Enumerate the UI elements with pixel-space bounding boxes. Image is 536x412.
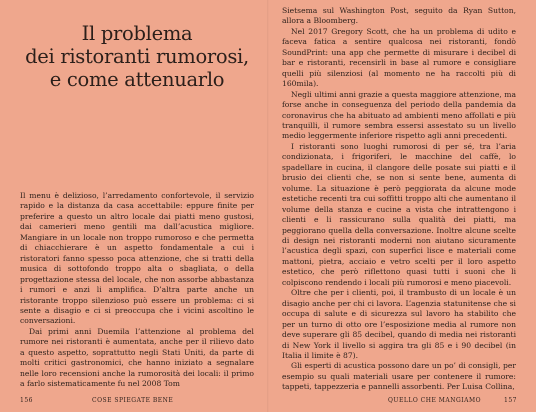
page-number-right: 157 — [504, 397, 517, 404]
title-line: dei ristoranti rumorosi, — [25, 45, 249, 68]
paragraph: Dai primi anni Duemila l’attenzione al problema del rumore nei ristoranti è aumentata, anche per il rilievo dato a questo aspetto, soprattutto negli Stati Uniti, da parte di molti critici gastronomici, che hanno iniziato a segnalare nelle loro recensioni anche la rumorosità dei locali: il primo a farlo sistematicamente fu nel 2008 Tom — [20, 326, 254, 389]
running-head-right: QUELLO CHE MANGIAMO — [388, 397, 482, 404]
running-head-left: COSE SPIEGATE BENE — [92, 397, 174, 404]
left-body-text — [20, 191, 254, 390]
article-title — [20, 22, 254, 91]
right-page — [268, 0, 536, 412]
paragraph: Gli esperti di acustica possono dare un po’ di consigli, per esempio su quali materiali usare per contenere il rumore: tappeti, tappezzeria e pannelli assorbenti. Per Luisa Collina, — [282, 361, 516, 392]
title-line: Il problema — [81, 22, 193, 45]
page-number-left: 156 — [20, 397, 33, 404]
paragraph: Oltre che per i clienti, poi, il trambusto di un locale è un disagio anche per chi ci lavora. L’agenzia statunitense che si occupa di salute e di sicurezza sul lavoro ha stabilito che per un turno di otto ore l’esposizione media al rumore non deve superare gli 85 decibel, quando di media nei ristoranti di New York il livello si aggira tra gli 85 e i 90 decibel (in Italia il limite è 87). — [282, 288, 516, 360]
title-line: e come attenuarlo — [49, 68, 225, 91]
paragraph: Negli ultimi anni grazie a questa maggiore attenzione, ma forse anche in conseguenza del periodo della pandemia da coronavirus che ha abituato ad ambienti meno affollati e più tranquilli, il rumore sembra essersi assestato su un livello medio leggermente inferiore rispetto agli anni precedenti. — [282, 89, 516, 141]
paragraph: Nel 2017 Gregory Scott, che ha un problema di udito e faceva fatica a sentire qualcosa nei ristoranti, fondò SoundPrint: una app che permette di misurare i decibel di bar e ristoranti, recensirli in base al rumore e consigliare quelli più silenziosi (al momento ne ha raccolti più di 160mila). — [282, 26, 516, 89]
paragraph: I ristoranti sono luoghi rumorosi di per sé, tra l’aria condizionata, i frigoriferi, le macchine del caffè, lo spadellare in cucina, il clangore delle posate sui piatti e il brusio dei clienti che, se non si sente bene, aumenta di volume. La situazione è però peggiorata da alcune mode estetiche recenti tra cui soffitti troppo alti che aumentano il volume della stanza e cucine a vista che intrattengono i clienti e li rassicurano sulla qualità dei piatti, ma peggiorano quella della conversazione. Inoltre alcune scelte di design nei ristoranti moderni non aiutano sicuramente l’acustica degli spazi, con superfici lisce e materiali come mattoni, pietra, acciaio e vetro scelti per il loro aspetto estetico, che però riflettono quasi tutti i suoni che li colpiscono rendendo i locali più rumorosi e meno piacevoli. — [282, 141, 516, 287]
paragraph: Il menu è delizioso, l’arredamento confortevole, il servizio rapido e la distanza da casa accettabile: eppure finite per preferire a questo un altro locale dai piatti meno gustosi, dai camerieri meno gentili ma dall’acustica migliore. Mangiare in un locale non troppo rumoroso e che permetta di chiacchierare è un aspetto fondamentale a cui i ristoratori fanno spesso poca attenzione, che si tratti della musica di sottofondo troppo alta o sbagliata, o della progettazione stessa del locale, che non assorbe abbastanza i rumori e anzi li amplifica. D’altra parte anche un ristorante troppo silenzioso può essere un problema: ci si sente a disagio e ci si preoccupa che i vicini ascoltino le conversazioni. — [20, 191, 254, 326]
paragraph: Sietsema sul Washington Post, seguito da Ryan Sutton, allora a Bloomberg. — [282, 6, 516, 26]
